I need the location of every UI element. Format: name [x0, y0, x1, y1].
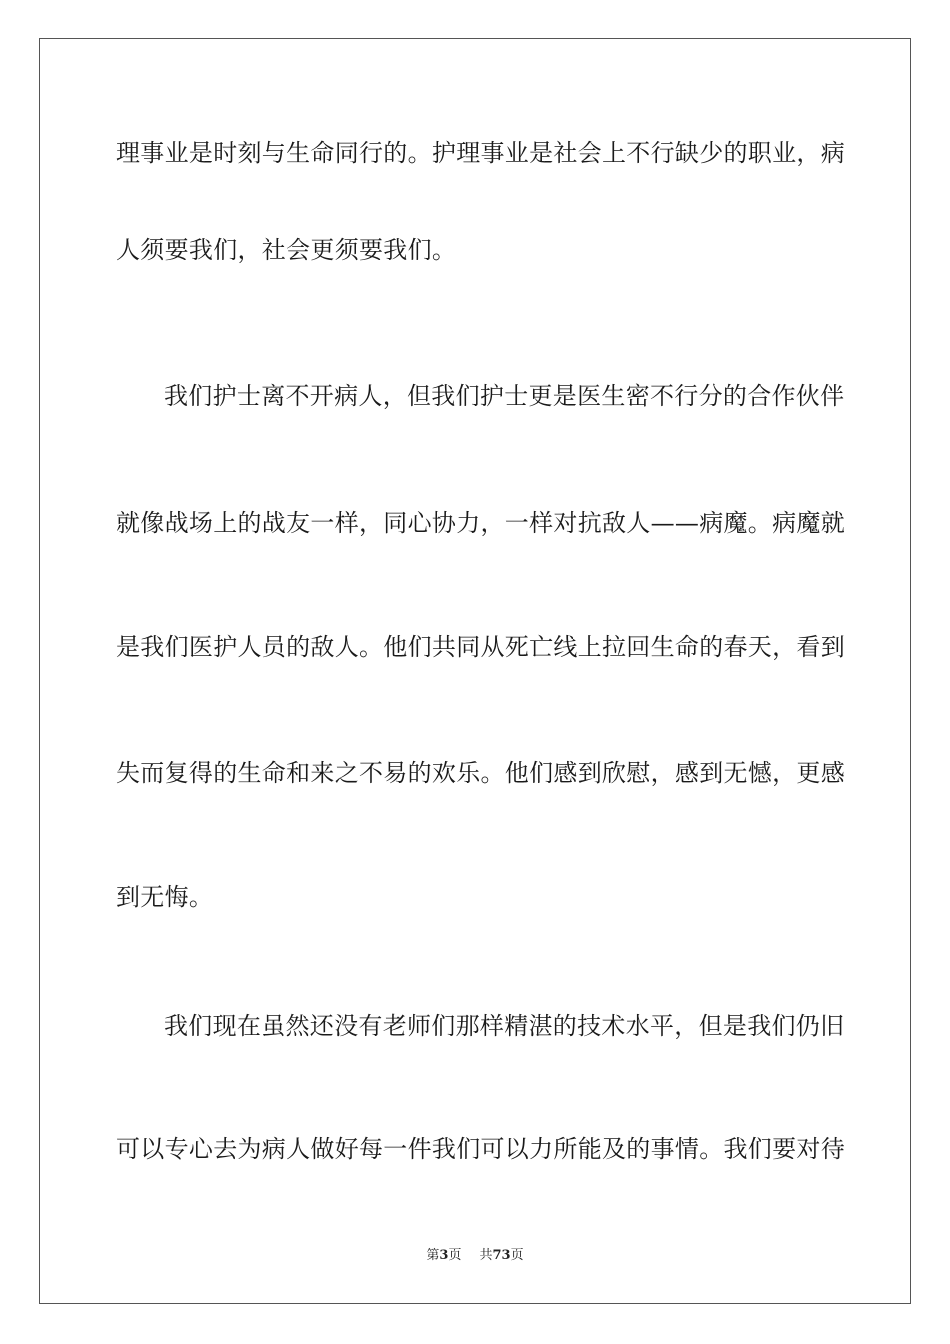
page-number: 3 — [439, 1248, 449, 1263]
total-prefix: 共 — [479, 1248, 493, 1263]
text-line-5: 是我们医护人员的敌人。他们共同从死亡线上拉回生命的春天，看到 — [116, 633, 845, 661]
text-line-2: 人须要我们，社会更须要我们。 — [116, 236, 457, 264]
total-pages: 73 — [492, 1248, 511, 1263]
text-line-1: 理事业是时刻与生命同行的。护理事业是社会上不行缺少的职业，病 — [116, 139, 845, 167]
page-prefix: 第 — [426, 1248, 440, 1263]
page-frame — [39, 38, 911, 1304]
text-line-8: 我们现在虽然还没有老师们那样精湛的技术水平，但是我们仍旧 — [164, 1012, 845, 1040]
text-line-7: 到无悔。 — [116, 883, 214, 911]
page-footer — [0, 1247, 950, 1265]
text-line-4: 就像战场上的战友一样，同心协力，一样对抗敌人——病魔。病魔就 — [116, 509, 845, 537]
text-line-3: 我们护士离不开病人，但我们护士更是医生密不行分的合作伙伴 — [164, 382, 845, 410]
text-line-9: 可以专心去为病人做好每一件我们可以力所能及的事情。我们要对待 — [116, 1135, 845, 1163]
text-line-6: 失而复得的生命和来之不易的欢乐。他们感到欣慰，感到无憾，更感 — [116, 759, 845, 787]
page-suffix: 页 — [448, 1248, 462, 1263]
total-suffix: 页 — [510, 1248, 524, 1263]
